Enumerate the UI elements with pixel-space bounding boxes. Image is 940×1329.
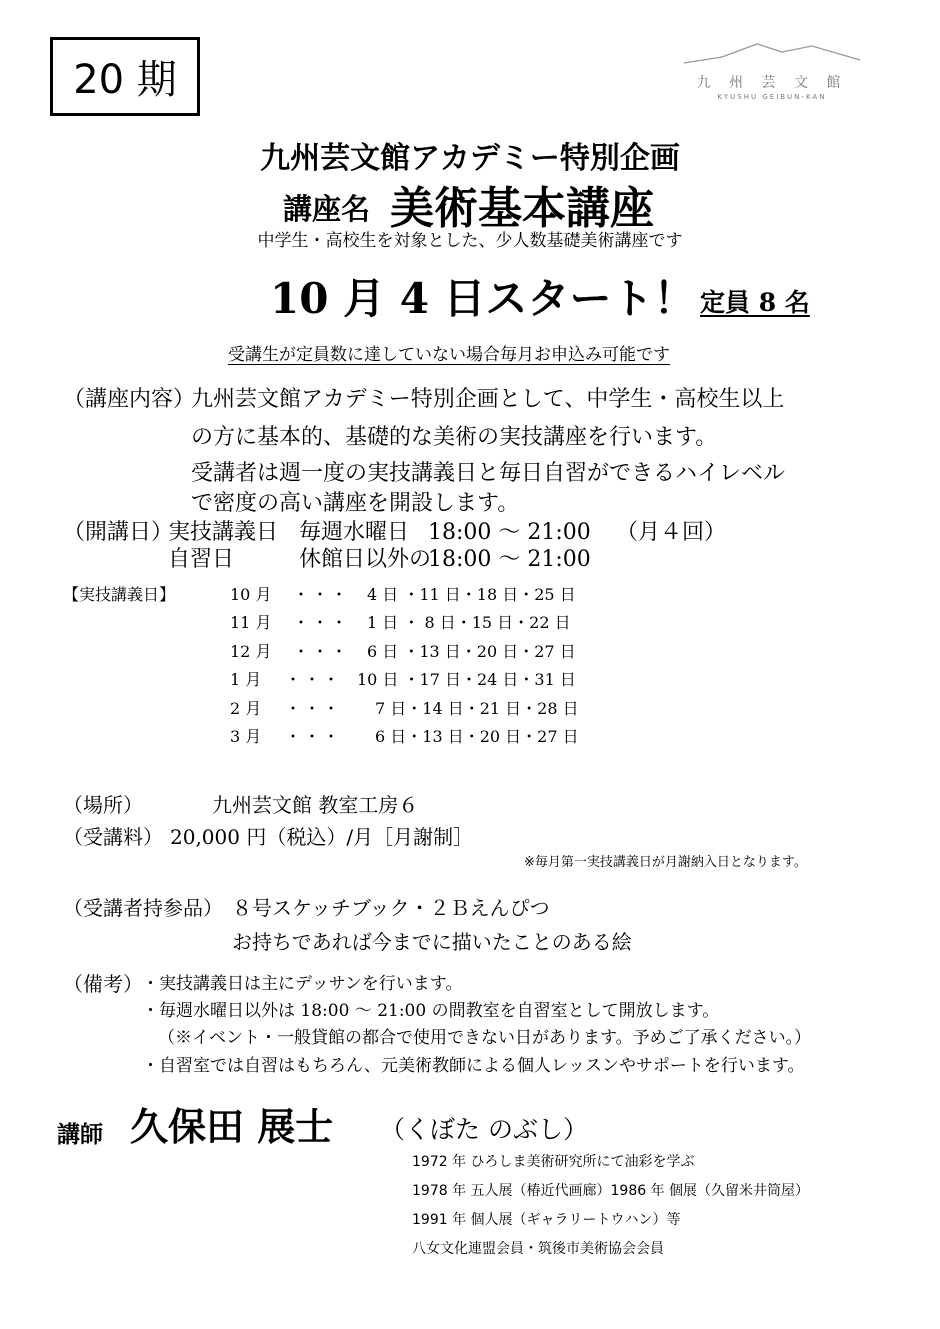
lecture-dots: ・・・: [285, 699, 343, 718]
content-line: 九州芸文館アカデミー特別企画として、中学生・高校生以上: [191, 387, 785, 412]
remarks-line: ・自習室では自習はもちろん、元美術教師による個人レッスンやサポートを行います。: [142, 1056, 805, 1076]
lecture-month: 12 月: [230, 642, 272, 661]
lecture-dots: ・・・: [285, 727, 343, 746]
bio-line: 1972 年 ひろしま美術研究所にて油彩を学ぶ: [412, 1154, 695, 1170]
remarks-line: ・毎週水曜日以外は 18:00 ～ 21:00 の間教室を自習室として開放します。: [142, 1001, 720, 1021]
lecture-dots: ・・・: [293, 642, 351, 661]
instructor-reading: （くぼた のぶし）: [380, 1115, 588, 1144]
schedule-row1-when: 毎週水曜日: [299, 520, 410, 545]
course-subtitle: 中学生・高校生を対象とした、少人数基礎美術講座です: [257, 231, 683, 251]
content-line: 受講者は週一度の実技講義日と毎日自習ができるハイレベル: [191, 461, 786, 486]
lecture-days: 6 日・13 日・20 日・27 日: [375, 727, 579, 746]
schedule-row2-name: 自習日: [168, 547, 235, 572]
logo-subtitle: KYUSHU GEIBUN-KAN: [717, 93, 827, 101]
lecture-dots: ・・・: [293, 585, 351, 604]
lecture-month: 10 月: [230, 585, 272, 604]
items-line: ８号スケッチブック・２Ｂえんぴつ: [232, 896, 550, 920]
lecture-month: 2 月: [230, 699, 262, 718]
fee-note: ※毎月第一実技講義日が月謝納入日となります。: [524, 855, 807, 870]
course-label: 講座名: [283, 192, 371, 226]
schedule-row1-name: 実技講義日: [168, 520, 279, 545]
bio-line: 八女文化連盟会員・筑後市美術協会会員: [412, 1241, 664, 1257]
lecture-month: 11 月: [230, 613, 272, 632]
remarks-line: ・実技講義日は主にデッサンを行います。: [142, 974, 463, 994]
schedule-row1-time: 18:00 ～ 21:00: [428, 520, 591, 545]
lecture-days: 6 日 ・13 日・20 日・27 日: [367, 642, 576, 661]
monthly-notice: 受講生が定員数に達していない場合毎月お申込み可能です: [228, 345, 670, 365]
course-name: 美術基本講座: [390, 183, 654, 234]
content-line: の方に基本的、基礎的な美術の実技講座を行います。: [191, 425, 718, 450]
lecture-dots: ・・・: [293, 613, 351, 632]
lecture-days: 4 日 ・11 日・18 日・25 日: [367, 585, 576, 604]
lecture-days: 7 日・14 日・21 日・28 日: [375, 699, 579, 718]
schedule-row2-when: 休館日以外の: [299, 547, 432, 572]
schedule-row2-time: 18:00 ～ 21:00: [428, 547, 591, 572]
capacity: 定員 8 名: [700, 288, 810, 317]
items-label: （受講者持参品）: [63, 896, 223, 920]
mountain-logo-icon: [682, 38, 862, 66]
items-line: お持ちであれば今までに描いたことのある絵: [232, 930, 632, 954]
content-line: で密度の高い講座を開設します。: [191, 491, 520, 516]
fee-value: 20,000 円（税込）/月［月謝制］: [170, 825, 474, 849]
lecture-days: 1 日 ・ 8 日・15 日・22 日: [367, 613, 571, 632]
instructor-name: 久保田 展士: [130, 1104, 334, 1149]
program-title: 九州芸文館アカデミー特別企画: [260, 141, 680, 176]
remarks-line: （※イベント・一般貸館の都合で使用できない日があります。予めご了承ください。）: [158, 1028, 812, 1048]
lecture-days: 10 日 ・17 日・24 日・31 日: [357, 670, 576, 689]
lecture-month: 1 月: [230, 670, 262, 689]
term-badge: 20 期: [50, 37, 200, 116]
lecture-dots: ・・・: [285, 670, 343, 689]
lecture-days-label: 【実技講義日】: [63, 585, 176, 604]
schedule-label: （開講日）: [63, 520, 174, 545]
remarks-label: （備考）: [63, 972, 143, 996]
logo-name: 九 州 芸 文 館: [696, 75, 848, 91]
lecture-month: 3 月: [230, 727, 262, 746]
logo: [682, 38, 862, 108]
schedule-row1-note: （月４回）: [616, 520, 727, 545]
start-date: 10 月 4 日スタート！: [270, 274, 696, 323]
bio-line: 1978 年 五人展（椿近代画廊）1986 年 個展（久留米井筒屋）: [412, 1183, 810, 1199]
place-label: （場所）: [63, 793, 143, 817]
instructor-label: 講師: [57, 1121, 103, 1148]
place-value: 九州芸文館 教室工房６: [212, 793, 419, 817]
bio-line: 1991 年 個人展（ギャラリートウハン）等: [412, 1212, 681, 1228]
content-label: （講座内容）: [63, 387, 196, 412]
fee-label: （受講料）: [63, 825, 163, 849]
